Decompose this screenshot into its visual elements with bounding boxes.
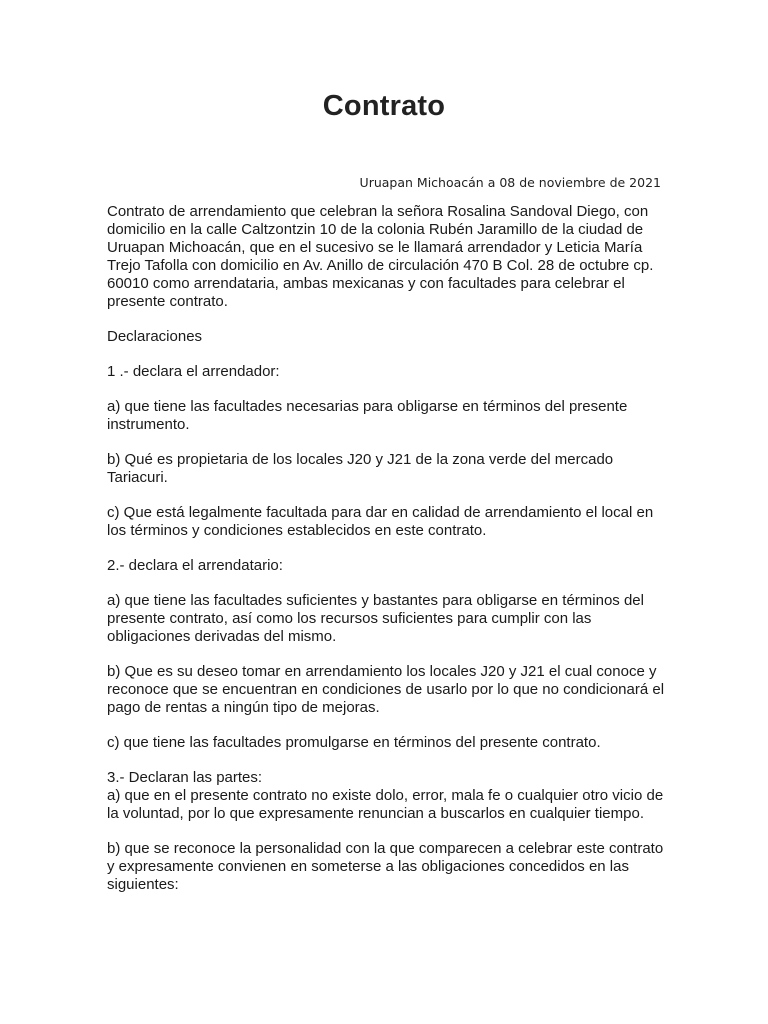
section-3-item-a: a) que en el presente contrato no existe dolo, error, mala fe o cualquier otro vicio de la voluntad, por lo que expresamente renuncian a buscarlos en cualquier tiempo.	[107, 787, 664, 822]
section-1-item-c: c) Que está legalmente facultada para dar en calidad de arrendamiento el local en los términos y condiciones establecidos en este contrato.	[107, 504, 654, 539]
section-1-item-b: b) Qué es propietaria de los locales J20 y J21 de la zona verde del mercado Tariacuri.	[107, 451, 614, 486]
section-2-item-a: a) que tiene las facultades suficientes y bastantes para obligarse en términos del presente contrato, así como los recursos suficientes para cumplir con las obligaciones derivadas del mismo.	[107, 592, 644, 645]
section-2-item-b: b) Que es su deseo tomar en arrendamiento los locales J20 y J21 el cual conoce y reconoce que se encuentran en condiciones de usarlo por lo que no condicionará el pago de rentas a ningún tipo de mejoras.	[107, 663, 665, 716]
document-title: Contrato	[322, 90, 446, 122]
section-2-heading: 2.- declara el arrendatario:	[107, 557, 283, 574]
intro-paragraph: Contrato de arrendamiento que celebran la señora Rosalina Sandoval Diego, con domicilio en la calle Caltzontzin 10 de la colonia Rubén Jaramillo de la ciudad de Uruapan Michoacán, que en el sucesivo se le llamará arrendador y Leticia María Trejo Tafolla con domicilio en Av. Anillo de circulación 470 B Col. 28 de octubre cp. 60010 como arrendataria, ambas mexicanas y con facultades para celebrar el presente contrato.	[107, 203, 654, 310]
section-2-item-c: c) que tiene las facultades promulgarse en términos del presente contrato.	[107, 734, 601, 751]
document-body	[107, 203, 667, 911]
declarations-heading: Declaraciones	[107, 328, 203, 345]
section-1-item-a: a) que tiene las facultades necesarias para obligarse en términos del presente instrumento.	[107, 398, 628, 433]
date-line: Uruapan Michoacán a 08 de noviembre de 2021	[359, 175, 661, 190]
section-3-heading: 3.- Declaran las partes:	[107, 769, 263, 786]
section-1-heading: 1 .- declara el arrendador:	[107, 363, 280, 380]
section-3-item-b: b) que se reconoce la personalidad con la que comparecen a celebrar este contrato y expresamente convienen en someterse a las obligaciones concedidos en las siguientes:	[107, 840, 664, 893]
